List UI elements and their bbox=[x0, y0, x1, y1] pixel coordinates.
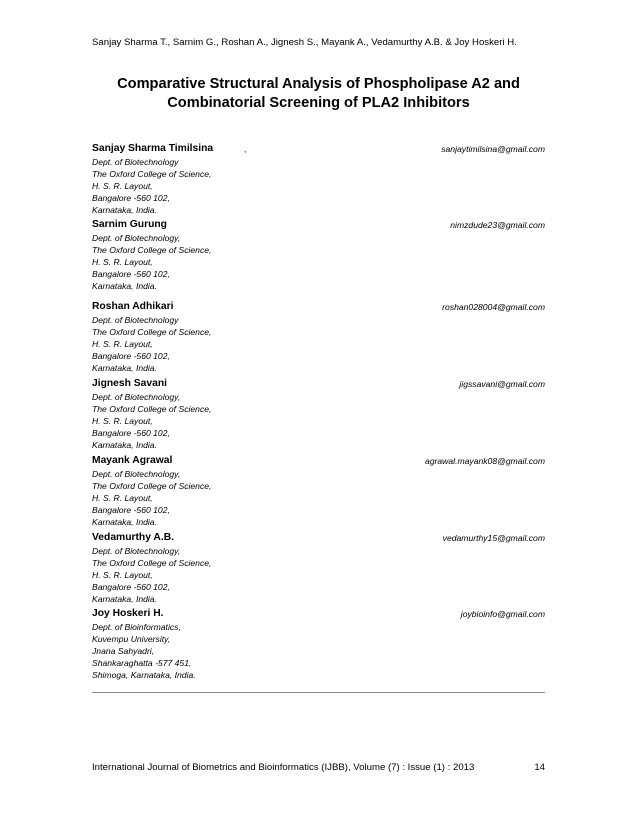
affiliation-line: Karnataka, India. bbox=[92, 440, 157, 451]
affiliation-line: Kuvempu University, bbox=[92, 634, 171, 645]
affiliation-line: The Oxford College of Science, bbox=[92, 245, 212, 256]
affiliation-line: Shimoga, Karnataka, India. bbox=[92, 670, 196, 681]
author-affiliation bbox=[92, 545, 545, 605]
author-email[interactable]: sanjaytimilsina@gmail.com bbox=[441, 144, 545, 154]
affiliation-line: Dept. of Biotechnology bbox=[92, 157, 179, 167]
affiliation-line: Bangalore -560 102, bbox=[92, 505, 170, 516]
affiliation-line: The Oxford College of Science, bbox=[92, 327, 212, 338]
affiliation-line: Bangalore -560 102, bbox=[92, 428, 170, 439]
author-affiliation bbox=[92, 314, 545, 374]
author-name: Mayank Agrawal bbox=[92, 455, 173, 466]
affiliation-line: The Oxford College of Science, bbox=[92, 558, 212, 569]
affiliation-line: Karnataka, India. bbox=[92, 363, 157, 374]
running-header: Sanjay Sharma T., Sarnim G., Roshan A., Jignesh S., Mayank A., Vedamurthy A.B. & Joy Hoskeri H. bbox=[92, 37, 517, 48]
author-email[interactable]: jigssavani@gmail.com bbox=[459, 379, 545, 389]
paper-title bbox=[92, 75, 545, 112]
author-block bbox=[92, 454, 545, 528]
author-email[interactable]: joybioinfo@gmail.com bbox=[460, 609, 545, 619]
author-affiliation bbox=[92, 621, 545, 681]
title-line-2: Combinatorial Screening of PLA2 Inhibitors bbox=[167, 94, 470, 111]
author-block bbox=[92, 218, 545, 292]
author-affiliation bbox=[92, 156, 545, 216]
affiliation-line: Bangalore -560 102, bbox=[92, 269, 170, 280]
affiliation-line: Bangalore -560 102, bbox=[92, 193, 170, 204]
affiliation-line: Jnana Sahyadri, bbox=[92, 646, 155, 657]
title-line-1: Comparative Structural Analysis of Phospholipase A2 and bbox=[117, 76, 520, 92]
affiliation-line: H. S. R. Layout, bbox=[92, 181, 153, 192]
affiliation-line: Dept. of Biotechnology, bbox=[92, 233, 181, 243]
author-name: Roshan Adhikari bbox=[92, 301, 174, 312]
author-affiliation bbox=[92, 468, 545, 528]
author-email[interactable]: nimzdude23@gmail.com bbox=[450, 220, 545, 230]
author-name: Vedamurthy A.B. bbox=[92, 532, 175, 543]
author-email[interactable]: roshan028004@gmail.com bbox=[442, 302, 545, 312]
affiliation-line: Dept. of Biotechnology, bbox=[92, 546, 181, 556]
affiliation-line: Karnataka, India. bbox=[92, 517, 157, 528]
author-block bbox=[92, 531, 545, 605]
footer-journal: International Journal of Biometrics and Bioinformatics (IJBB), Volume (7) : Issue (1) : 2013 bbox=[92, 762, 475, 773]
section-divider bbox=[92, 692, 545, 693]
affiliation-line: Dept. of Biotechnology bbox=[92, 315, 179, 325]
affiliation-line: Karnataka, India. bbox=[92, 281, 157, 292]
affiliation-line: H. S. R. Layout, bbox=[92, 416, 153, 427]
author-name: Sanjay Sharma Timilsina bbox=[92, 143, 214, 154]
affiliation-line: Shankaraghatta -577 451, bbox=[92, 658, 192, 669]
author-block bbox=[92, 142, 545, 216]
affiliation-line: The Oxford College of Science, bbox=[92, 169, 212, 180]
author-name: Jignesh Savani bbox=[92, 378, 167, 389]
author-name: Joy Hoskeri H. bbox=[92, 608, 164, 619]
affiliation-line: Dept. of Bioinformatics, bbox=[92, 622, 181, 632]
author-email[interactable]: agrawal.mayank08@gmail.com bbox=[424, 456, 545, 466]
affiliation-line: The Oxford College of Science, bbox=[92, 481, 212, 492]
page-number: 14 bbox=[534, 762, 545, 773]
affiliation-line: Karnataka, India. bbox=[92, 205, 157, 216]
author-block bbox=[92, 300, 545, 374]
author-mark: , bbox=[244, 144, 247, 154]
affiliation-line: H. S. R. Layout, bbox=[92, 493, 153, 504]
author-name: Sarnim Gurung bbox=[92, 219, 167, 230]
author-email[interactable]: vedamurthy15@gmail.com bbox=[442, 533, 545, 543]
affiliation-line: Bangalore -560 102, bbox=[92, 351, 170, 362]
affiliation-line: Bangalore -560 102, bbox=[92, 582, 170, 593]
author-block bbox=[92, 377, 545, 451]
author-affiliation bbox=[92, 232, 545, 292]
affiliation-line: H. S. R. Layout, bbox=[92, 257, 153, 268]
affiliation-line: Dept. of Biotechnology, bbox=[92, 469, 181, 479]
affiliation-line: Dept. of Biotechnology, bbox=[92, 392, 181, 402]
affiliation-line: H. S. R. Layout, bbox=[92, 570, 153, 581]
author-affiliation bbox=[92, 391, 545, 451]
affiliation-line: H. S. R. Layout, bbox=[92, 339, 153, 350]
affiliation-line: The Oxford College of Science, bbox=[92, 404, 212, 415]
author-block bbox=[92, 607, 545, 681]
affiliation-line: Karnataka, India. bbox=[92, 594, 157, 605]
